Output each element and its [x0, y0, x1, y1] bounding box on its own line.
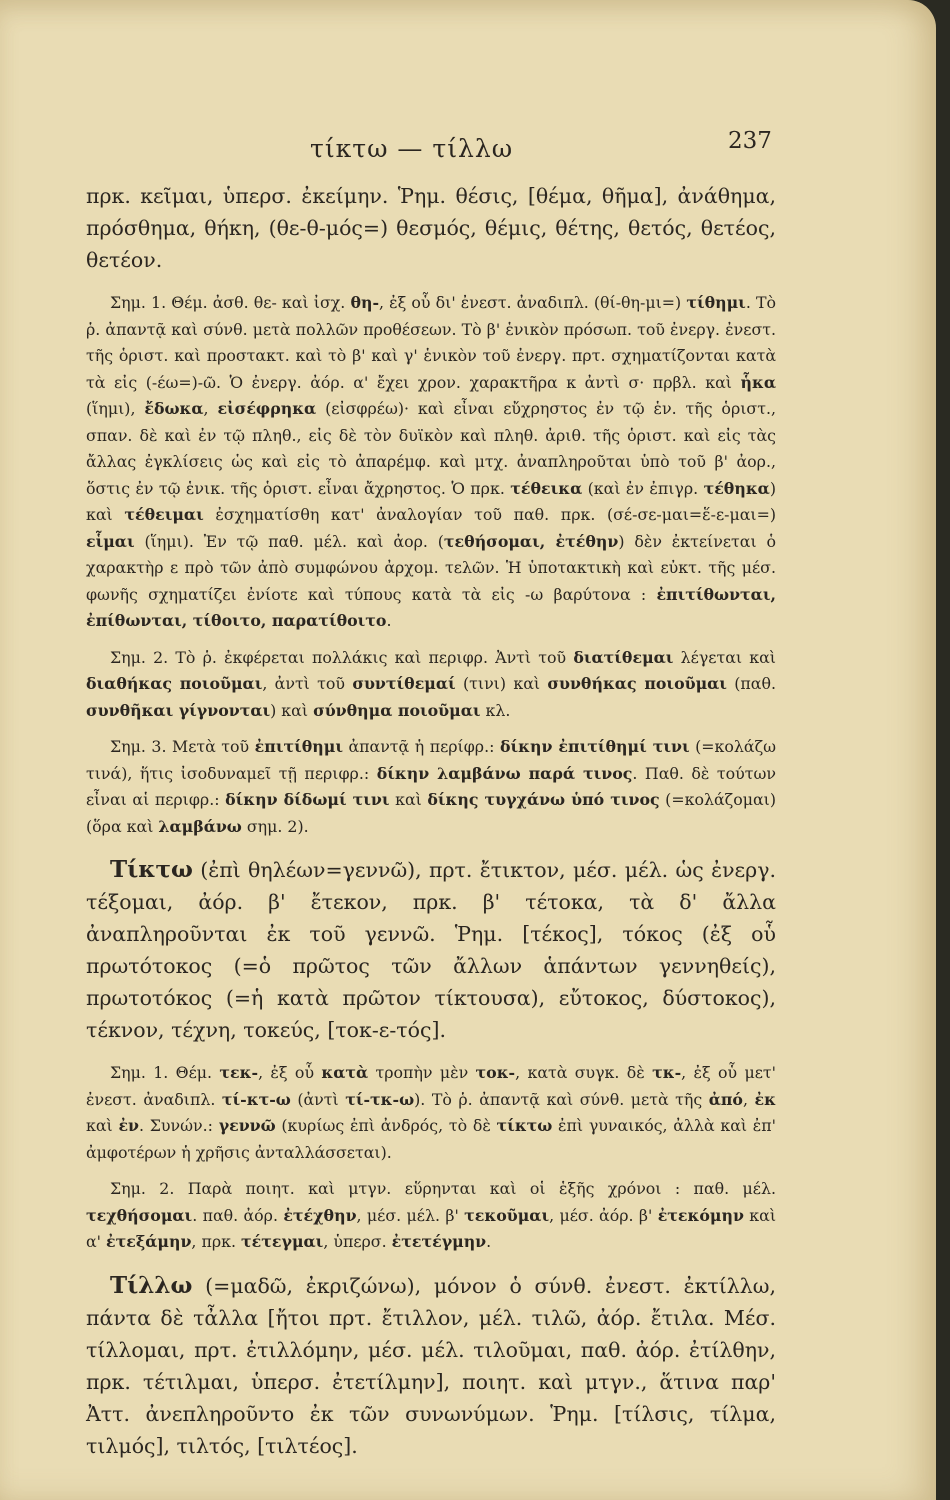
entry-tikto: [86, 854, 776, 1046]
bold-form: δίκης τυγχάνω ὑπό τινος: [427, 790, 660, 809]
bold-form: τίκτω: [496, 1116, 553, 1135]
text-run: ,: [742, 1089, 755, 1109]
text-run: (ἵημι). Ἐν τῷ παθ. μέλ. καὶ ἀορ. (: [134, 531, 444, 551]
text-run: (=κολάζω τινά), ἥτις ἰσοδυναμεῖ τῇ περιφρ.:: [86, 737, 777, 783]
bold-form: τέτεγμαι: [241, 1232, 324, 1251]
bold-form: κατὰ: [321, 1063, 369, 1082]
text-run: ) δὲν ἐκτείνεται ὁ χαρακτὴρ ε πρὸ τῶν ἀπὸ συμφώνου ἀρχομ. τελῶν. Ἡ ὑποτακτικὴ καὶ εὐκτ. τῆς μέσ. φωνῆς σχηματίζει ἐνίοτε καὶ τύπους κατὰ τὰ εἰς -ω βαρύτονα :: [86, 531, 776, 604]
text-run: ) καὶ: [86, 478, 776, 524]
bold-form: ἐκ: [754, 1089, 776, 1109]
text-run: (ἵημι),: [86, 399, 145, 418]
bold-form: τέθεικα: [510, 478, 583, 498]
text-run: ) καὶ: [270, 700, 314, 720]
bold-form: ἀπό: [708, 1089, 743, 1109]
bold-form: λαμβάνω: [158, 816, 242, 836]
text-run: , ἐξ οὗ δι' ἐνεστ. ἀναδιπλ. (θί-θη-μι=): [379, 293, 687, 312]
text-run: τροπὴν μὲν: [368, 1063, 476, 1082]
bold-form: διαθήκας ποιοῦμαι: [86, 674, 263, 693]
text-run: καὶ: [389, 790, 428, 809]
text-run: σημ. 2).: [241, 816, 309, 836]
bold-form: τέθειμαι: [124, 505, 204, 524]
note-1-tithemi: [86, 290, 776, 635]
text-run: (τινι) καὶ: [455, 674, 548, 693]
page-header: [0, 128, 936, 168]
bold-form: τοκ-: [475, 1063, 516, 1082]
bold-form: ἐτέχθην: [283, 1205, 357, 1225]
bold-form: εἰσέφρηκα: [217, 399, 317, 418]
text-run: . παθ. ἀόρ.: [192, 1205, 284, 1225]
text-run: , μέσ. ἀόρ. β': [549, 1205, 658, 1225]
running-title: τίκτω — τίλλω: [310, 134, 514, 163]
bold-form: τί-τκ-ω: [345, 1089, 415, 1109]
text-run: καὶ α': [86, 1205, 777, 1251]
bold-form: θη-: [350, 293, 380, 312]
bold-form: συντίθεμαί: [352, 674, 456, 693]
text-run: κλ.: [480, 700, 511, 720]
bold-form: δίκην λαμβάνω παρά τινος: [376, 763, 633, 783]
text-run: , κατὰ συγκ. δὲ: [515, 1063, 653, 1082]
bold-form: ἐτεκόμην: [657, 1205, 744, 1225]
text-run: ,: [203, 399, 218, 418]
text-run: Σημ. 2. Παρὰ ποιητ. καὶ μτγν. εὕρηνται καὶ οἱ ἑξῆς χρόνοι : παθ. μέλ.: [110, 1179, 776, 1198]
text-run: ἀπαντᾷ ἡ περίφρ.:: [342, 737, 500, 756]
page-number: 237: [728, 128, 772, 154]
bold-form: δίκην δίδωμί τινι: [225, 790, 390, 809]
bold-form: τεκ-: [219, 1063, 259, 1082]
text-run: καὶ: [86, 1116, 119, 1135]
bold-form: τί-κτ-ω: [221, 1089, 291, 1109]
bold-form: τεκοῦμαι: [464, 1205, 550, 1225]
text-run: Σημ. 1. Θέμ.: [110, 1063, 220, 1082]
bold-form: γεννῶ: [218, 1116, 276, 1135]
bold-form: τίθημι: [686, 293, 746, 312]
text-run: (καὶ ἐν ἐπιγρ.: [582, 478, 704, 498]
text-run: , ἀντὶ τοῦ: [262, 674, 353, 693]
text-run: πρκ. κεῖμαι, ὑπερσ. ἐκείμην. Ῥημ. θέσις, [θέμα, θῆμα], ἀνάθημα, πρόσθημα, θήκη, (θε-θ-μός=) θεσμός, θέμις, θέτης, θετός, θετέος, θετέον.: [86, 184, 776, 272]
bold-form: ἧκα: [740, 372, 776, 392]
entry-tillo: [86, 1270, 776, 1462]
bold-form: σύνθημα ποιοῦμαι: [313, 700, 481, 720]
text-run: ). Τὸ ῥ. ἀπαντᾷ καὶ σύνθ. μετὰ τῆς: [414, 1089, 709, 1109]
text-run: .: [386, 611, 392, 630]
text-run: λέγεται καὶ: [673, 647, 776, 667]
entry-continuation-tithemi: [86, 180, 776, 276]
bold-form: ἔδωκα: [144, 399, 204, 418]
text-run: (=κολάζομαι) (ὅρα καὶ: [86, 790, 777, 836]
note-2-tithemi: [86, 645, 776, 725]
text-run: (ἐπὶ θηλέων=γεννῶ), πρτ. ἔτικτον, μέσ. μέλ. ὡς ἐνεργ. τέξομαι, ἀόρ. β' ἔτεκον, πρκ. β' τέτοκα, τὰ δ' ἄλλα ἀναπληροῦνται ἐκ τοῦ γεννῶ. Ῥημ. [τέκος], τόκος (ἐξ οὗ πρωτότοκος (=ὁ πρῶτος τῶν ἄλλων ἁπάντων γεννηθείς), πρωτοτόκος (=ἡ κατὰ πρῶτον τίκτουσα), εὔτοκος, δύστοκος), τέκνον, τέχνη, τοκεύς, [τοκ-ε-τός].: [86, 858, 776, 1042]
text-run: . Παθ. δὲ τούτων εἶναι αἱ περιφρ.:: [86, 763, 776, 809]
bold-form: συνθῆκαι γίγνονται: [86, 700, 271, 720]
text-run: Σημ. 2. Τὸ ῥ. ἐκφέρεται πολλάκις καὶ περιφρ. Ἀντὶ τοῦ: [110, 647, 574, 667]
text-run: . Τὸ ῥ. ἀπαντᾷ καὶ σύνθ. μετὰ πολλῶν προθέσεων. Τὸ β' ἑνικὸν πρόσωπ. τοῦ ἐνεργ. ἐνεστ. τῆς ὁριστ. καὶ προστακτ. καὶ τὸ β' καὶ γ' ἑνικὸν τοῦ ἐνεργ. πρτ. σχηματίζονται κατὰ τὰ εἰς (-έω=)-ῶ. Ὁ ἐνεργ. ἀόρ. α' ἔχει χρον. χαρακτῆρα κ ἀντὶ σ· πρβλ. καὶ: [86, 293, 776, 392]
text-run: Σημ. 1. Θέμ. ἀσθ. θε- καὶ ἰσχ.: [110, 293, 351, 312]
text-run: , ἐξ οὗ μετ' ἐνεστ. ἀναδιπλ.: [86, 1063, 776, 1109]
text-run: , ἐξ οὗ: [258, 1063, 322, 1082]
bold-form: ἐτεξάμην: [106, 1232, 192, 1251]
text-run: , πρκ.: [191, 1232, 242, 1251]
headword: Τίλλω: [110, 1271, 193, 1299]
text-run: (κυρίως ἐπὶ ἀνδρός, τὸ δὲ: [275, 1116, 497, 1135]
page-body: [86, 180, 776, 1462]
bold-form: ἐπιτίθωνται, ἐπίθωνται, τίθοιτο, παρατίθοιτο: [86, 584, 776, 630]
text-run: ἐσχηματίσθη κατ' ἀναλογίαν τοῦ παθ. πρκ. (σέ-σε-μαι=ἕ-ε-μαι=): [203, 505, 776, 524]
text-run: (ἀντὶ: [290, 1089, 346, 1109]
bold-form: τεθήσομαι, ἐτέθην: [443, 531, 619, 551]
note-2-tikto: [86, 1176, 776, 1256]
text-run: . Συνών.:: [139, 1116, 219, 1135]
bold-form: συνθήκας ποιοῦμαι: [547, 674, 727, 693]
text-run: (=μαδῶ, ἐκριζώνω), μόνον ὁ σύνθ. ἐνεστ. ἐκτίλλω, πάντα δὲ τἆλλα [ἤτοι πρτ. ἔτιλλον, μέλ. τιλῶ, ἀόρ. ἔτιλα. Μέσ. τίλλομαι, πρτ. ἐτιλλόμην, μέσ. μέλ. τιλοῦμαι, παθ. ἀόρ. ἐτίλθην, πρκ. τέτιλμαι, ὑπερσ. ἐτετίλμην], ποιητ. καὶ μτγν., ἅτινα παρ' Ἀττ. ἀνεπληροῦντο ἐκ τῶν συνωνύμων. Ῥημ. [τίλσις, τίλμα, τιλμός], τιλτός, [τιλτέος].: [86, 1273, 776, 1458]
text-run: , μέσ. μέλ. β': [356, 1205, 465, 1225]
text-run: (παθ.: [726, 674, 776, 693]
text-run: (εἰσφρέω)· καὶ εἶναι εὔχρηστος ἐν τῷ ἑν. τῆς ὁριστ., σπαν. δὲ καὶ ἐν τῷ πληθ., εἰς δὲ τὸν δυϊκὸν καὶ πληθ. ἀριθ. τῆς ὁριστ. καὶ εἰς τὰς ἄλλας ἐγκλίσεις ὡς καὶ εἰς τὸ ἀπαρέμφ. καὶ μτχ. ἀναπληροῦται ὑπὸ τοῦ β' ἀορ., ὅστις ἐν τῷ ἑνικ. τῆς ὁριστ. εἶναι ἄχρηστος. Ὁ πρκ.: [86, 399, 776, 498]
headword: Τίκτω: [110, 856, 193, 883]
bold-form: τκ-: [652, 1063, 682, 1082]
bold-form: τέθηκα: [703, 478, 770, 498]
bold-form: ἐπιτίθημι: [254, 737, 343, 756]
bold-form: δίκην ἐπιτίθημί τινι: [499, 737, 690, 756]
bold-form: τεχθήσομαι: [86, 1205, 193, 1225]
bold-form: διατίθεμαι: [573, 647, 674, 667]
bold-form: εἷμαι: [86, 531, 135, 551]
note-3-tithemi: [86, 734, 776, 840]
text-run: Σημ. 3. Μετὰ τοῦ: [110, 737, 255, 756]
text-run: ἐπὶ γυναικός, ἀλλὰ καὶ ἐπ' ἀμφοτέρων ἡ χρῆσις ἀνταλλάσσεται).: [86, 1116, 777, 1162]
text-run: .: [486, 1232, 492, 1251]
text-run: , ὑπερσ.: [323, 1232, 392, 1251]
bold-form: ἐν: [118, 1116, 140, 1135]
note-1-tikto: [86, 1060, 776, 1166]
bold-form: ἐτετέγμην: [391, 1232, 487, 1251]
